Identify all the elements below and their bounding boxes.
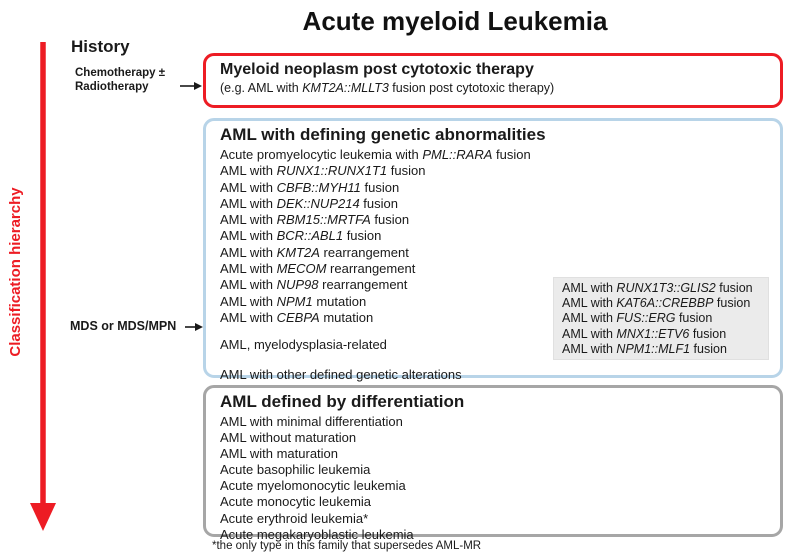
list-item: AML with KMT2A rearrangement	[220, 244, 409, 260]
list-item: AML with DEK::NUP214 fusion	[220, 195, 398, 211]
list-item: Acute basophilic leukemia	[220, 462, 371, 478]
post-cytotoxic-box-header: Myeloid neoplasm post cytotoxic therapy	[220, 61, 534, 78]
list-item: AML with CBFB::MYH11 fusion	[220, 179, 400, 195]
chemotherapy-radiotherapy-label	[75, 66, 165, 94]
classification-hierarchy-arrowhead	[30, 503, 56, 531]
differentiation-box-header: AML defined by differentiation	[220, 392, 465, 411]
list-item: AML with NUP98 rearrangement	[220, 277, 408, 293]
list-item: AML with minimal differentiation	[220, 414, 403, 429]
list-item: Acute promyelocytic leukemia with PML::RARA fusion	[220, 147, 531, 162]
list-item: Acute myelomonocytic leukemia	[220, 478, 406, 494]
list-item: AML with NPM1 mutation	[220, 293, 367, 309]
list-item: Acute erythroid leukemia*	[220, 510, 369, 526]
chemo-arrowhead	[194, 82, 202, 90]
mds-arrowhead	[195, 323, 203, 331]
differentiation-box	[203, 385, 783, 542]
list-item: AML with MNX1::ETV6 fusion	[562, 326, 727, 341]
post-cytotoxic-box-example: (e.g. AML with KMT2A::MLLT3 fusion post cytotoxic therapy)	[220, 81, 555, 95]
list-item: AML without maturation	[220, 430, 357, 446]
list-item: AML with NPM1::MLF1 fusion	[562, 341, 727, 356]
list-item: AML with CEBPA mutation	[220, 309, 374, 325]
classification-hierarchy-label: Classification hierarchy	[7, 187, 24, 357]
list-item: Acute monocytic leukemia	[220, 494, 372, 510]
list-item: Acute megakaryoblastic leukemia	[220, 526, 414, 542]
list-item: AML with RUNX1T3::GLIS2 fusion	[562, 281, 753, 295]
list-item: AML with maturation	[220, 446, 339, 462]
list-item: AML with RUNX1::RUNX1T1 fusion	[220, 163, 426, 179]
list-item: AML with FUS::ERG fusion	[562, 311, 713, 326]
chemo-label-line2: Radiotherapy	[75, 81, 149, 93]
list-item: AML with MECOM rearrangement	[220, 261, 416, 277]
list-item: AML with RBM15::MRTFA fusion	[220, 212, 410, 228]
history-label: History	[71, 37, 130, 56]
footnote: *the only type in this family that supersedes AML-MR	[212, 540, 482, 552]
list-item: AML with BCR::ABL1 fusion	[220, 228, 382, 244]
mds-label: MDS or MDS/MPN	[70, 319, 177, 333]
post-cytotoxic-therapy-box	[203, 53, 783, 108]
chemo-label-line1: Chemotherapy ±	[75, 67, 166, 79]
list-item-myelodysplasia-related: AML, myelodysplasia-related	[220, 337, 387, 353]
other-alterations-callout-box	[553, 277, 769, 360]
page-title: Acute myeloid Leukemia	[302, 6, 608, 36]
genetic-box-header: AML with defining genetic abnormalities	[220, 125, 546, 144]
list-item: AML with KAT6A::CREBBP fusion	[562, 296, 751, 311]
list-item-other-defined-alterations: AML with other defined genetic alterations	[220, 366, 462, 382]
